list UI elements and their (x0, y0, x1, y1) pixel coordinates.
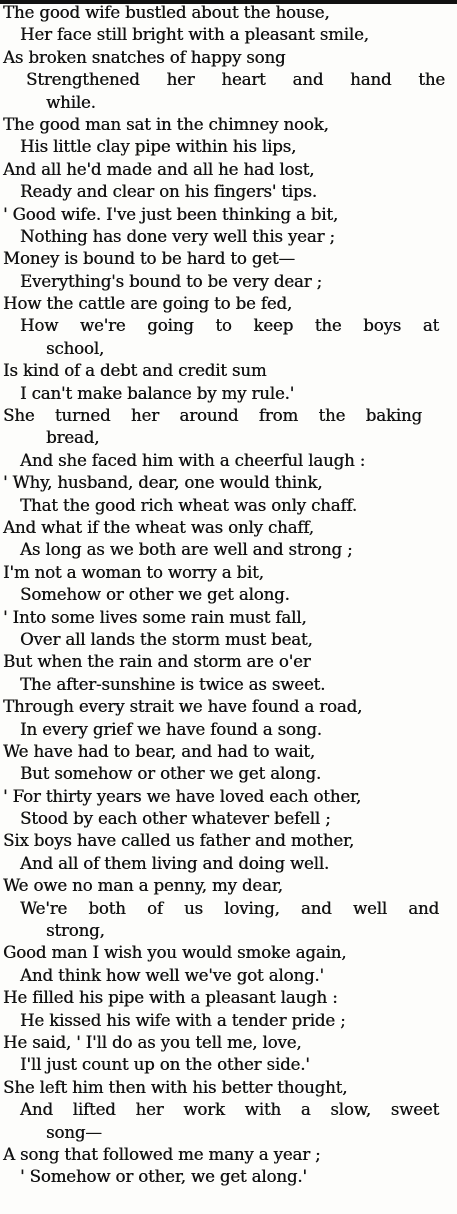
poem-line (0, 114, 457, 136)
poem-line (0, 853, 457, 875)
poem-line-text: Nothing has done very well this year ; (20, 226, 335, 246)
poem-line (0, 584, 457, 606)
poem-line (0, 159, 457, 181)
poem-word: And (20, 1100, 53, 1120)
poem-line (0, 920, 457, 942)
poem-word: Strengthened (26, 70, 140, 90)
poem-word: her (166, 70, 195, 90)
poem-word: We're (20, 898, 68, 918)
poem-line-text: As broken snatches of happy song (3, 47, 286, 67)
poem-line (0, 1166, 457, 1188)
poem-line (0, 24, 457, 46)
poem-line (0, 92, 457, 114)
poem-line-text: Everything's bound to be very dear ; (20, 271, 322, 291)
poem-line-text (20, 898, 439, 920)
poem-word: work (183, 1100, 225, 1120)
poem-line (0, 629, 457, 651)
poem-word: She (3, 406, 35, 426)
poem-line-text: Six boys have called us father and mother, (3, 831, 355, 851)
poem-line (0, 898, 457, 920)
poem-line (0, 226, 457, 248)
poem-line (0, 1032, 457, 1054)
poem-line (0, 360, 457, 382)
poem-word: well (352, 898, 387, 918)
poem-line-text: His little clay pipe within his lips, (20, 137, 297, 157)
poem-word: heart (221, 70, 266, 90)
poem-line-text: We owe no man a penny, my dear, (3, 876, 283, 896)
poem-word: lifted (72, 1100, 116, 1120)
poem-word: How (20, 316, 59, 336)
poem-line-text: And what if the wheat was only chaff, (3, 517, 314, 537)
poem-word: we're (79, 316, 126, 336)
poem-line-text: But somehow or other we get along. (20, 764, 321, 784)
poem-word: the (318, 406, 346, 426)
poem-line (0, 517, 457, 539)
poem-line (0, 808, 457, 830)
poem-line-text: ' Somehow or other, we get along.' (20, 1167, 307, 1187)
poem-line (0, 293, 457, 315)
poem-line-text: And all he'd made and all he had lost, (3, 159, 315, 179)
poem-line-text: I'm not a woman to worry a bit, (3, 562, 264, 582)
poem-line-text: Stood by each other whatever befell ; (20, 809, 331, 829)
poem-line (0, 674, 457, 696)
poem-line-text: Through every strait we have found a road, (3, 697, 363, 717)
poem-line-text: And all of them living and doing well. (20, 853, 330, 873)
poem-line-text: In every grief we have found a song. (20, 719, 322, 739)
poem-line-text: He kissed his wife with a tender pride ; (20, 1010, 346, 1030)
poem-line (0, 942, 457, 964)
poem-line-text: ' Good wife. I've just been thinking a bit, (3, 204, 338, 224)
poem-line-text: He said, ' I'll do as you tell me, love, (3, 1032, 302, 1052)
poem-word: with (244, 1100, 281, 1120)
poem-line (0, 539, 457, 561)
poem-line (0, 204, 457, 226)
poem-word: and (300, 898, 332, 918)
poem-line-text: while. (46, 92, 96, 112)
poem-line (0, 495, 457, 517)
poem-line-text: He filled his pipe with a pleasant laugh : (3, 988, 338, 1008)
poem-word: and (292, 70, 324, 90)
poem-line (0, 181, 457, 203)
poem-line-text: school, (46, 338, 105, 358)
poem-word: and (408, 898, 439, 918)
poem-line-text: A song that followed me many a year ; (3, 1144, 321, 1164)
poem-line (0, 741, 457, 763)
poem-word: boys (363, 316, 402, 336)
poem-line (0, 1077, 457, 1099)
poem-word: baking (365, 406, 422, 426)
poem-word: around (179, 406, 239, 426)
poem-line-text: The good man sat in the chimney nook, (3, 114, 329, 134)
poem-line (0, 875, 457, 897)
poem-line (0, 383, 457, 405)
poem-line (0, 427, 457, 449)
poem-word: keep (253, 316, 294, 336)
poem-line-text (20, 1099, 439, 1121)
poem-word: her (135, 1100, 164, 1120)
poem-line (0, 1144, 457, 1166)
poem-line-text: I'll just count up on the other side.' (20, 1055, 310, 1075)
poem-word: to (215, 316, 232, 336)
poem-line (0, 47, 457, 69)
poem-line (0, 472, 457, 494)
poem-line-text: How the cattle are going to be fed, (3, 294, 292, 314)
poem-line-text: The after-sunshine is twice as sweet. (20, 674, 326, 694)
poem-word: slow, (330, 1100, 371, 1120)
poem-line (0, 271, 457, 293)
poem-line-text: The good wife bustled about the house, (3, 3, 330, 22)
poem-line (0, 696, 457, 718)
poem-word: loving, (224, 898, 280, 918)
poem-line (0, 965, 457, 987)
poem-word: her (130, 406, 159, 426)
poem-line (0, 450, 457, 472)
poem-line-text: Her face still bright with a pleasant smile, (20, 25, 369, 45)
poem-line (0, 338, 457, 360)
poem-line (0, 2, 457, 24)
poem-word: of (146, 898, 163, 918)
poem-word: at (422, 316, 439, 336)
poem-line-text: But when the rain and storm are o'er (3, 652, 311, 672)
poem-word: turned (54, 406, 111, 426)
poem-line-text: strong, (46, 921, 105, 941)
poem-line-text: Money is bound to be hard to get— (3, 249, 295, 269)
poem-line-text: I can't make balance by my rule.' (20, 383, 295, 403)
poem-word: the (418, 70, 445, 90)
poem-line (0, 562, 457, 584)
poem-line-text (3, 405, 422, 427)
poem-line-text: That the good rich wheat was only chaff. (20, 495, 357, 515)
poem-line-text: ' Why, husband, dear, one would think, (3, 473, 323, 493)
poem-line (0, 786, 457, 808)
poem-word: a (300, 1100, 311, 1120)
poem-line-text: Good man I wish you would smoke again, (3, 943, 347, 963)
poem-line-text: And she faced him with a cheerful laugh : (20, 450, 366, 470)
poem-line (0, 719, 457, 741)
poem-line-text: As long as we both are well and strong ; (20, 540, 353, 560)
poem-text (0, 2, 457, 1189)
poem-word: us (184, 898, 203, 918)
poem-line (0, 1010, 457, 1032)
poem-word: hand (350, 70, 392, 90)
poem-line-text: Ready and clear on his fingers' tips. (20, 182, 317, 202)
poem-line (0, 69, 457, 91)
poem-line (0, 651, 457, 673)
poem-line-text: song— (46, 1122, 102, 1142)
poem-line-text (20, 315, 439, 337)
poem-line-text: We have had to bear, and had to wait, (3, 741, 315, 761)
poem-line (0, 607, 457, 629)
poem-line (0, 1054, 457, 1076)
poem-word: both (88, 898, 126, 918)
poem-word: the (314, 316, 342, 336)
poem-line (0, 405, 457, 427)
poem-line-text (26, 69, 445, 91)
poem-line (0, 136, 457, 158)
poem-line-text: She left him then with his better thought, (3, 1077, 348, 1097)
poem-word: sweet (390, 1100, 439, 1120)
poem-line-text: Somehow or other we get along. (20, 585, 290, 605)
poem-word: from (258, 406, 298, 426)
poem-line-text: bread, (46, 428, 100, 448)
poem-word: going (147, 316, 194, 336)
poem-line-text: Is kind of a debt and credit sum (3, 361, 267, 381)
poem-line (0, 248, 457, 270)
poem-line-text: ' For thirty years we have loved each other, (3, 786, 362, 806)
poem-line (0, 987, 457, 1009)
poem-line (0, 1099, 457, 1121)
poem-line (0, 830, 457, 852)
poem-line (0, 315, 457, 337)
poem-line (0, 763, 457, 785)
poem-line-text: And think how well we've got along.' (20, 965, 324, 985)
poem-line (0, 1122, 457, 1144)
poem-line-text: ' Into some lives some rain must fall, (3, 607, 307, 627)
poem-line-text: Over all lands the storm must beat, (20, 629, 313, 649)
